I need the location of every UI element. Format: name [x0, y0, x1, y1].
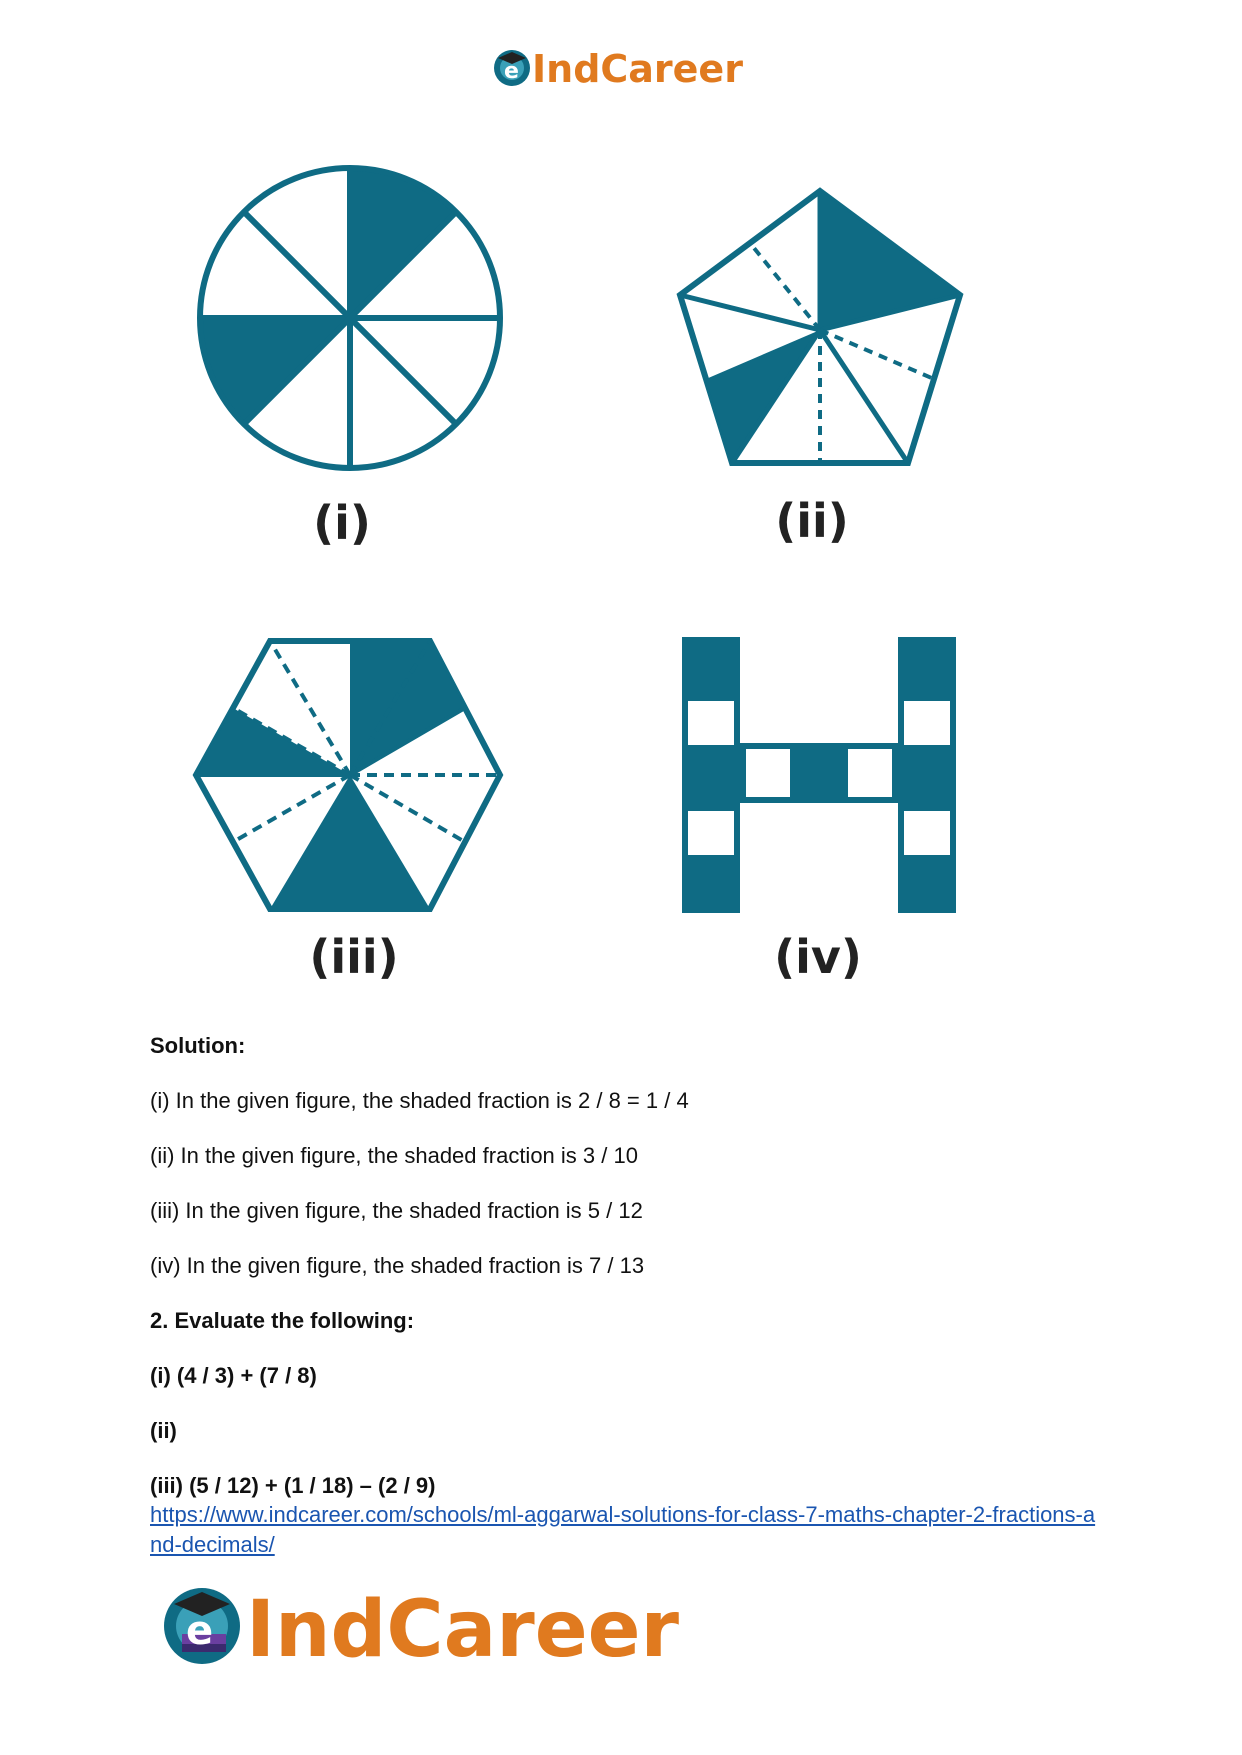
svg-text:e: e	[504, 59, 519, 84]
logo-globe-icon	[494, 50, 530, 86]
logo-text: IndCareer	[246, 1585, 679, 1670]
logo-text: IndCareer	[532, 47, 743, 91]
figure-label-i: (i)	[313, 496, 371, 550]
solution-content	[150, 1032, 1110, 1560]
solution-heading: Solution:	[150, 1033, 246, 1058]
question-item: (i) (4 / 3) + (7 / 8)	[150, 1363, 317, 1388]
question-item: (ii)	[150, 1418, 177, 1443]
question-item: (iii) (5 / 12) + (1 / 18) – (2 / 9)	[150, 1473, 436, 1498]
figure-circle	[190, 158, 510, 483]
figure-label-iv: (iv)	[774, 930, 862, 984]
footer-logo	[160, 1580, 720, 1670]
figure-h-shape	[680, 635, 970, 920]
figure-pentagon	[670, 185, 970, 480]
solution-line: (i) In the given figure, the shaded fraction is 2 / 8 = 1 / 4	[150, 1088, 689, 1113]
figure-label-iii: (iii)	[309, 930, 399, 984]
solution-line: (iv) In the given figure, the shaded fraction is 7 / 13	[150, 1253, 645, 1278]
source-link[interactable]: https://www.indcareer.com/schools/ml-aggarwal-solutions-for-class-7-maths-chapter-2-fractions-and-decimals/	[150, 1502, 1096, 1557]
header-logo	[488, 40, 768, 96]
question-heading: 2. Evaluate the following:	[150, 1308, 415, 1333]
svg-text:e: e	[186, 1608, 214, 1654]
figure-hexagon	[190, 635, 520, 920]
figure-label-ii: (ii)	[775, 494, 849, 548]
solution-line: (ii) In the given figure, the shaded fraction is 3 / 10	[150, 1143, 638, 1168]
solution-line: (iii) In the given figure, the shaded fraction is 5 / 12	[150, 1198, 643, 1223]
logo-globe-icon	[164, 1588, 240, 1664]
